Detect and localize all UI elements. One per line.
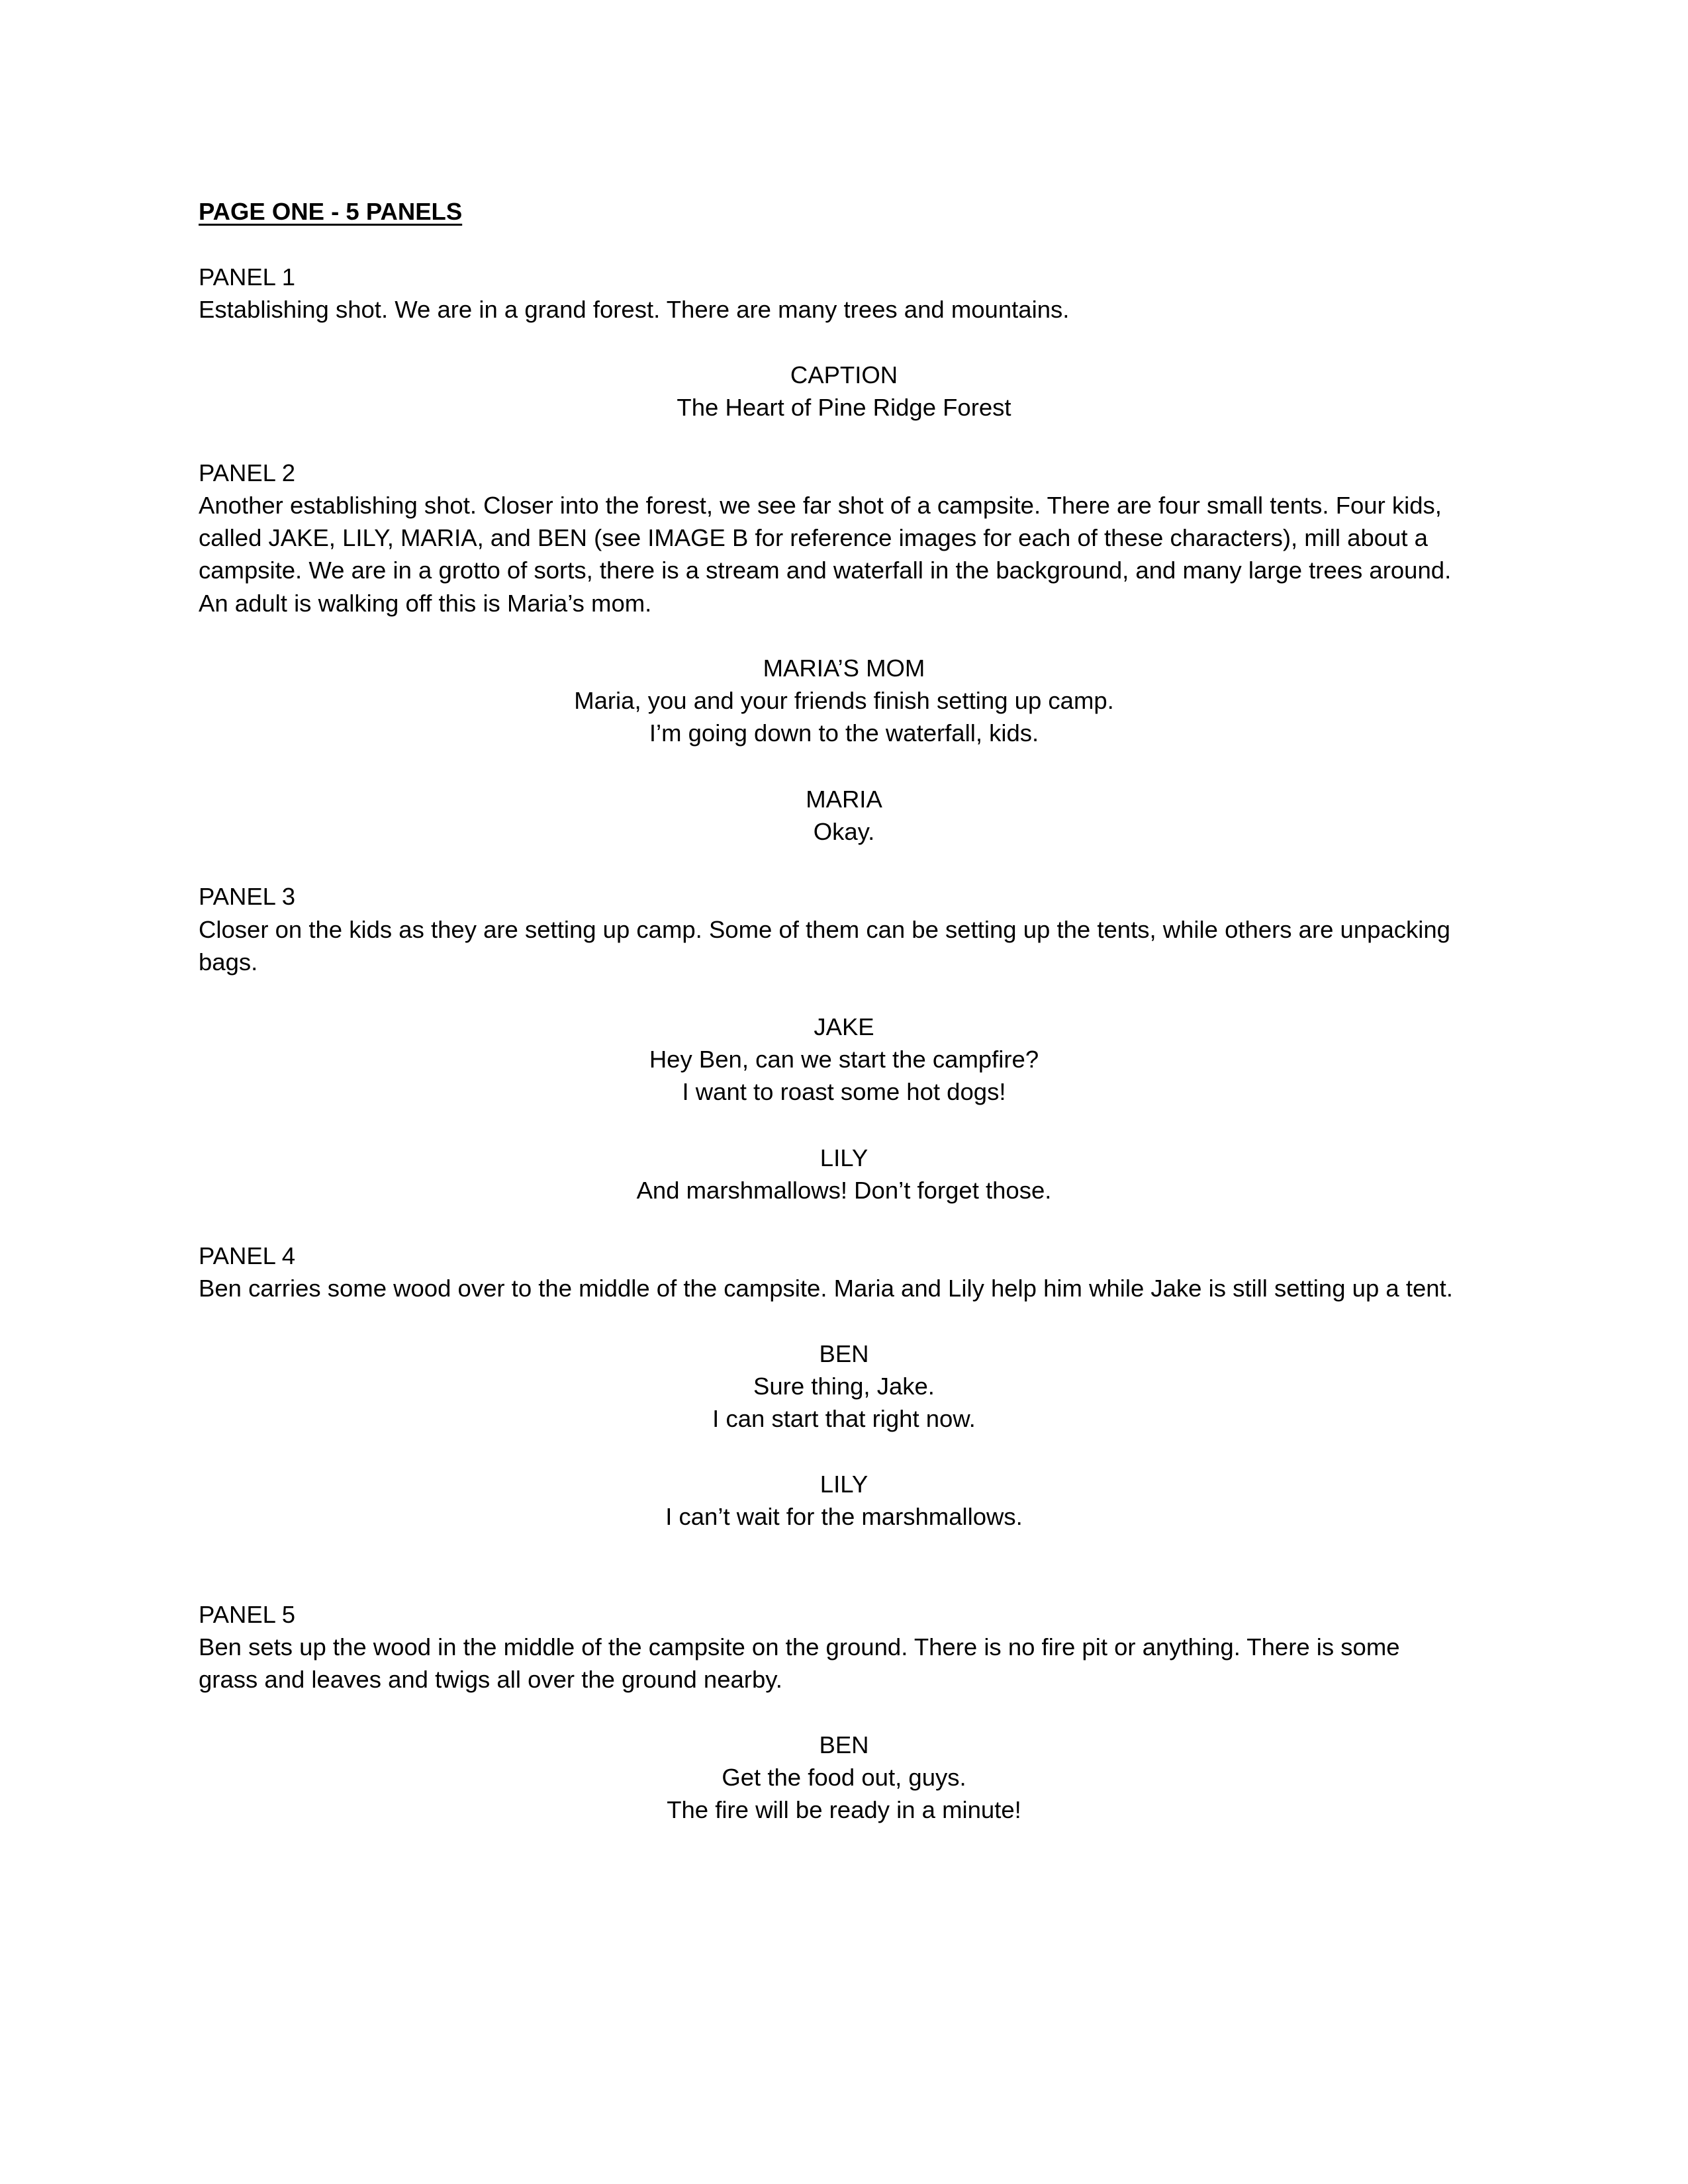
description-line: Another establishing shot. Closer into the forest, we see far shot of a campsite. There are four small tents. Four kids, bbox=[199, 492, 1442, 519]
panel-2-dialogue-maria bbox=[0, 783, 1688, 848]
dialogue-line: Hey Ben, can we start the campfire? bbox=[649, 1046, 1039, 1073]
panel-5-description bbox=[199, 1631, 1516, 1696]
description-line: Closer on the kids as they are setting up camp. Some of them can be setting up the tents, while others are unpacking bbox=[199, 916, 1450, 943]
description-line: grass and leaves and twigs all over the ground nearby. bbox=[199, 1666, 782, 1694]
dialogue-line: I can’t wait for the marshmallows. bbox=[665, 1503, 1023, 1531]
speaker-name: JAKE bbox=[814, 1013, 874, 1040]
panel-2-description bbox=[199, 489, 1516, 619]
panel-4-label: PANEL 4 bbox=[199, 1242, 296, 1269]
description-line: An adult is walking off this is Maria’s mom. bbox=[199, 589, 652, 617]
panel-4-dialogue-ben bbox=[0, 1338, 1688, 1435]
panel-5-dialogue-ben bbox=[0, 1729, 1688, 1827]
panel-2-label: PANEL 2 bbox=[199, 459, 296, 486]
panel-3-dialogue-lily bbox=[0, 1142, 1688, 1206]
description-line: Ben sets up the wood in the middle of the campsite on the ground. There is no fire pit or anything. There is some bbox=[199, 1633, 1400, 1661]
dialogue-line: Get the food out, guys. bbox=[722, 1764, 966, 1792]
description-line: Establishing shot. We are in a grand forest. There are many trees and mountains. bbox=[199, 296, 1070, 323]
dialogue-line: I’m going down to the waterfall, kids. bbox=[649, 719, 1039, 747]
panel-1-label: PANEL 1 bbox=[199, 263, 296, 291]
panel-3-label: PANEL 3 bbox=[199, 883, 296, 910]
panel-4-description bbox=[199, 1272, 1516, 1304]
panel-2-dialogue-marias-mom bbox=[0, 652, 1688, 750]
dialogue-line: The fire will be ready in a minute! bbox=[667, 1796, 1021, 1824]
speaker-name: LILY bbox=[820, 1144, 868, 1171]
description-line: bags. bbox=[199, 948, 258, 976]
description-line: campsite. We are in a grotto of sorts, there is a stream and waterfall in the background, and many large trees around. bbox=[199, 557, 1452, 584]
dialogue-line: Sure thing, Jake. bbox=[753, 1373, 935, 1400]
description-line: called JAKE, LILY, MARIA, and BEN (see IMAGE B for reference images for each of these characters), mill about a bbox=[199, 524, 1428, 552]
description-line: Ben carries some wood over to the middle of the campsite. Maria and Lily help him while Jake is still setting up a tent. bbox=[199, 1275, 1453, 1302]
panel-5-label: PANEL 5 bbox=[199, 1601, 296, 1628]
speaker-name: MARIA bbox=[806, 786, 882, 813]
speaker-name: LILY bbox=[820, 1471, 868, 1498]
dialogue-line: Maria, you and your friends finish setting up camp. bbox=[574, 687, 1114, 715]
speaker-name: BEN bbox=[819, 1340, 869, 1367]
panel-1-caption bbox=[0, 359, 1688, 424]
dialogue-line: I can start that right now. bbox=[712, 1405, 976, 1433]
dialogue-line: Okay. bbox=[813, 818, 875, 846]
dialogue-line: I want to roast some hot dogs! bbox=[682, 1078, 1006, 1106]
panel-3-dialogue-jake bbox=[0, 1011, 1688, 1109]
dialogue-line: The Heart of Pine Ridge Forest bbox=[677, 394, 1011, 422]
speaker-name: BEN bbox=[819, 1731, 869, 1758]
dialogue-line: And marshmallows! Don’t forget those. bbox=[636, 1177, 1052, 1205]
panel-1-description bbox=[199, 293, 1516, 326]
panel-3-description bbox=[199, 913, 1516, 978]
speaker-name: CAPTION bbox=[790, 361, 898, 388]
speaker-name: MARIA’S MOM bbox=[763, 655, 925, 682]
panel-4-dialogue-lily bbox=[0, 1468, 1688, 1533]
page-heading: PAGE ONE - 5 PANELS bbox=[199, 198, 463, 225]
